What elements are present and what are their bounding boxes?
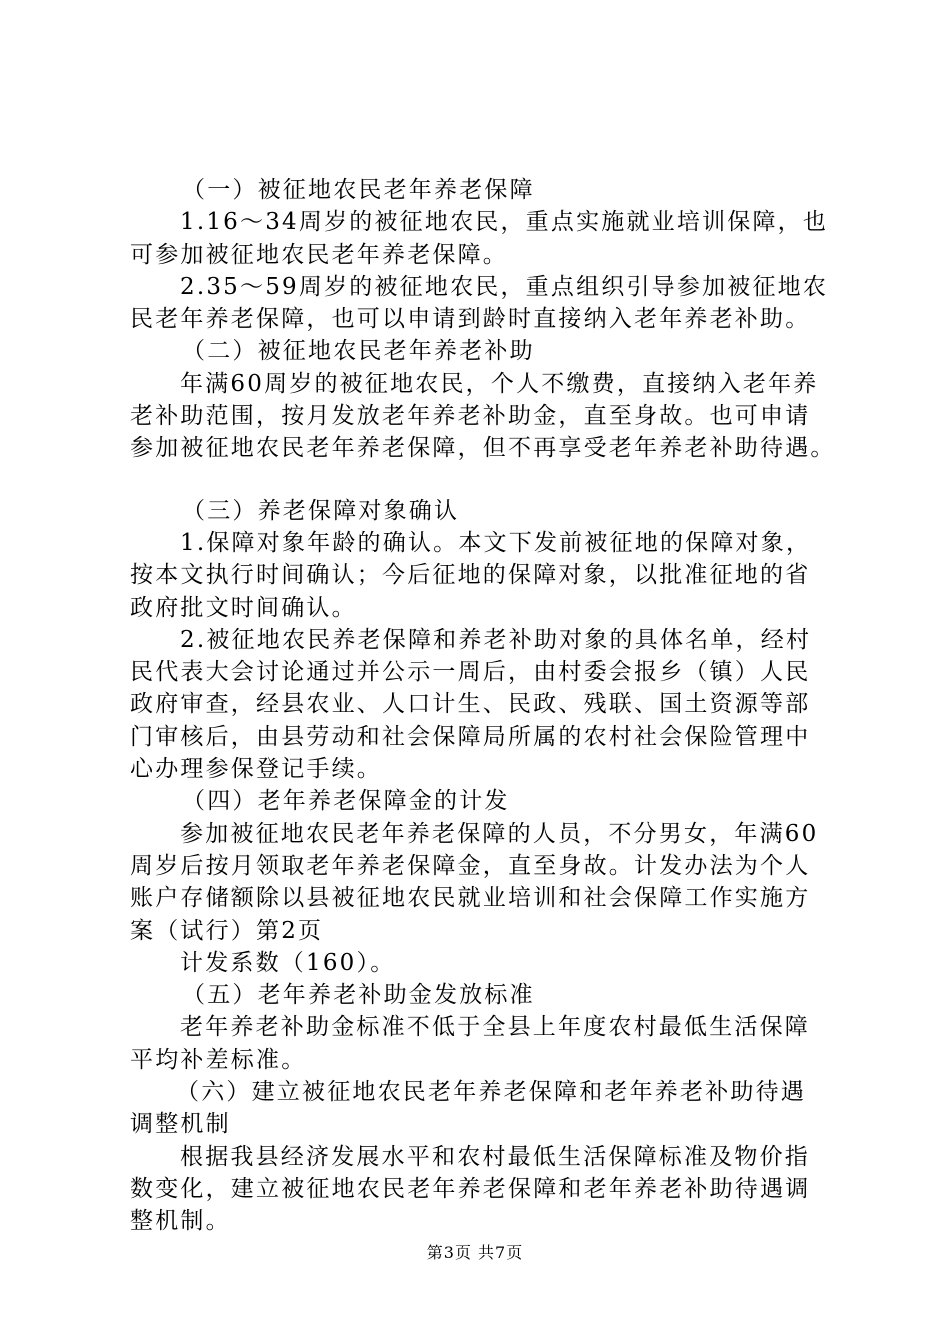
paragraph-line: 参加被征地农民老年养老保障的人员，不分男女，年满60: [180, 820, 819, 847]
paragraph-line: 调整机制: [130, 1111, 231, 1138]
paragraph-line: 老补助范围，按月发放老年养老补助金，直至身故。也可申请: [130, 403, 811, 430]
paragraph-line: 账户存储额除以县被征地农民就业培训和社会保障工作实施方: [130, 885, 811, 912]
paragraph-line: 平均补差标准。: [130, 1046, 307, 1073]
document-body: [130, 174, 835, 1238]
section-heading-6: （六）建立被征地农民老年养老保障和老年养老补助待遇: [176, 1079, 806, 1106]
paragraph-line: 整机制。: [130, 1208, 231, 1235]
section-heading-2: （二）被征地农民老年养老补助: [182, 338, 535, 365]
paragraph-line: 参加被征地农民老年养老保障，但不再享受老年养老补助待遇。: [130, 435, 836, 462]
paragraph-line: 按本文执行时间确认；今后征地的保障对象，以批准征地的省: [130, 562, 811, 589]
paragraph-gap: [130, 465, 835, 495]
paragraph-line: 根据我县经济发展水平和农村最低生活保障标准及物价指: [180, 1143, 810, 1170]
paragraph-line: 政府审查，经县农业、人口计生、民政、残联、国土资源等部: [130, 691, 811, 718]
paragraph-line: 案（试行）第2页: [130, 917, 324, 944]
paragraph-line: 可参加被征地农民老年养老保障。: [130, 241, 508, 268]
paragraph-line: 门审核后，由县劳动和社会保障局所属的农村社会保险管理中: [130, 723, 811, 750]
paragraph-line: 心办理参保登记手续。: [130, 756, 382, 783]
paragraph-line: 2.35～59周岁的被征地农民，重点组织引导参加被征地农: [180, 273, 829, 300]
paragraph-line: 1.16～34周岁的被征地农民，重点实施就业培训保障，也: [180, 209, 829, 236]
paragraph-line: 政府批文时间确认。: [130, 594, 357, 621]
paragraph-line: 民代表大会讨论通过并公示一周后，由村委会报乡（镇）人民: [130, 659, 811, 686]
paragraph-line: 2.被征地农民养老保障和养老补助对象的具体名单，经村: [180, 626, 812, 653]
paragraph-line: 周岁后按月领取老年养老保障金，直至身故。计发办法为个人: [130, 852, 811, 879]
paragraph-line: 计发系数（160）。: [180, 949, 396, 976]
section-heading-3: （三）养老保障对象确认: [182, 497, 460, 524]
paragraph-line: 民老年养老保障，也可以申请到龄时直接纳入老年养老补助。: [130, 306, 811, 333]
section-heading-5: （五）老年养老补助金发放标准: [182, 982, 535, 1009]
paragraph-line: 老年养老补助金标准不低于全县上年度农村最低生活保障: [180, 1014, 810, 1041]
paragraph-line: 数变化，建立被征地农民老年养老保障和老年养老补助待遇调: [130, 1175, 811, 1202]
page-footer: 第3页 共7页: [426, 1243, 524, 1262]
paragraph-line: 年满60周岁的被征地农民，个人不缴费，直接纳入老年养: [180, 370, 819, 397]
section-heading-4: （四）老年养老保障金的计发: [182, 788, 510, 815]
paragraph-line: 1.保障对象年龄的确认。本文下发前被征地的保障对象，: [180, 529, 812, 556]
section-heading-1: （一）被征地农民老年养老保障: [182, 177, 535, 203]
